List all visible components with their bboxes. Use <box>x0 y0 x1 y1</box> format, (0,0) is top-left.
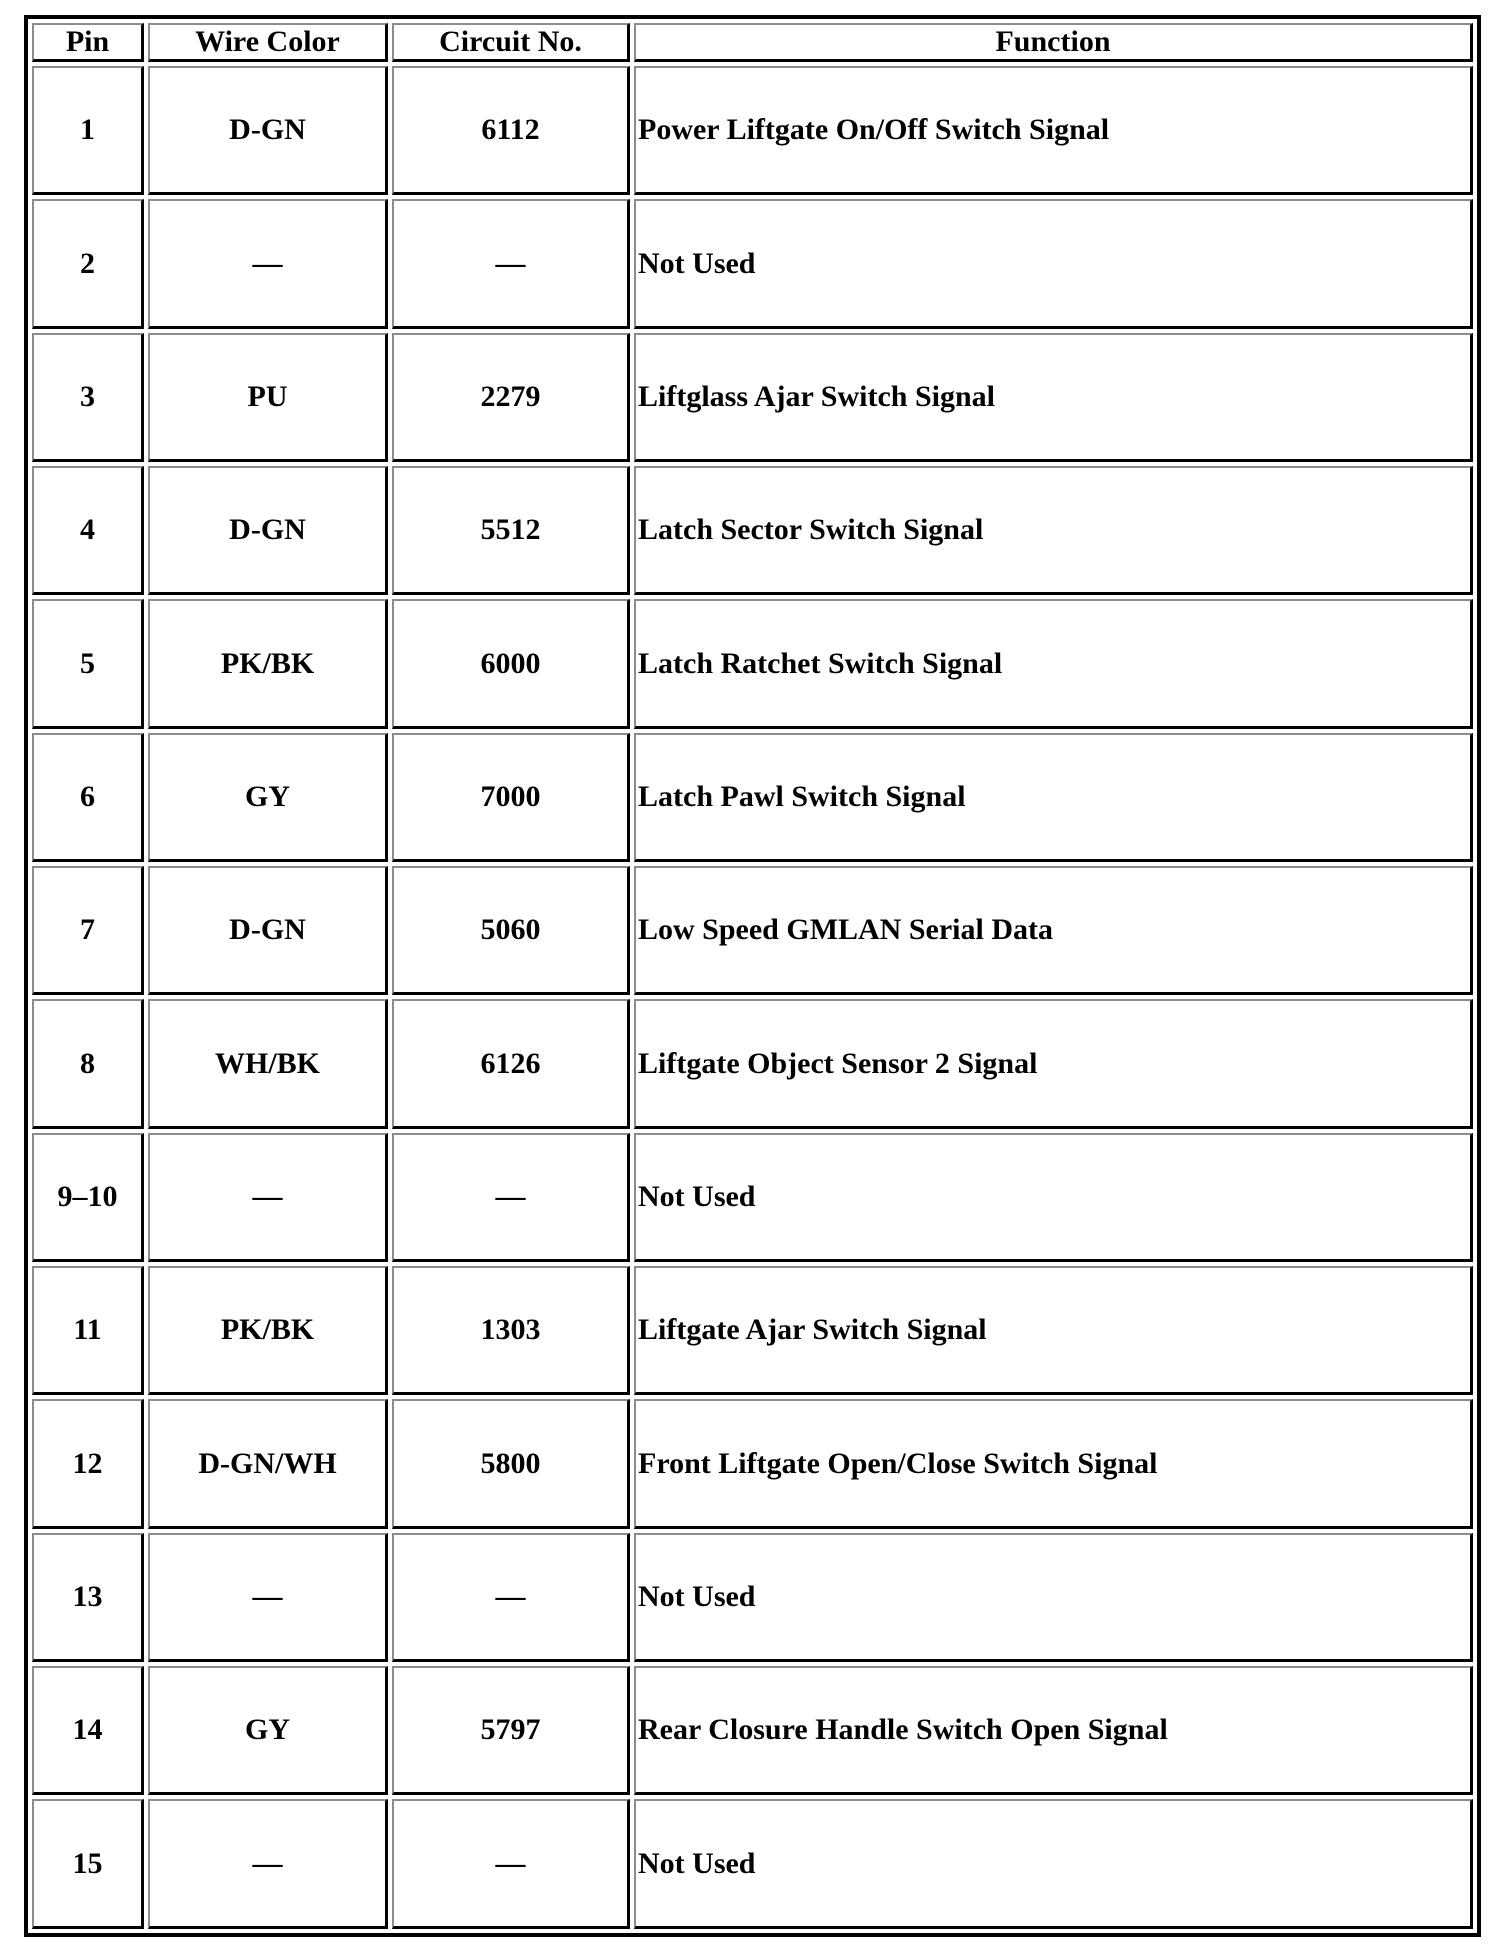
circuit-no-cell: 1303 <box>392 1266 630 1395</box>
circuit-no-cell: 2279 <box>392 333 630 462</box>
wire-color-cell: — <box>148 1133 388 1262</box>
wire-color-cell: GY <box>148 1666 388 1795</box>
pin-cell: 3 <box>32 333 144 462</box>
function-cell: Power Liftgate On/Off Switch Signal <box>634 66 1473 195</box>
table-row <box>32 1666 1473 1795</box>
table-row <box>32 1533 1473 1662</box>
wire-color-cell: — <box>148 1533 388 1662</box>
pin-cell: 12 <box>32 1399 144 1528</box>
header-row <box>32 23 1473 62</box>
header-circuit-no: Circuit No. <box>392 23 630 62</box>
wire-color-cell: WH/BK <box>148 999 388 1128</box>
table-row <box>32 1799 1473 1929</box>
function-cell: Liftglass Ajar Switch Signal <box>634 333 1473 462</box>
pin-cell: 13 <box>32 1533 144 1662</box>
table-row <box>32 466 1473 595</box>
function-cell: Low Speed GMLAN Serial Data <box>634 866 1473 995</box>
pin-cell: 1 <box>32 66 144 195</box>
circuit-no-cell: — <box>392 1133 630 1262</box>
table-row <box>32 333 1473 462</box>
pin-cell: 14 <box>32 1666 144 1795</box>
table-row <box>32 1266 1473 1395</box>
table-row <box>32 1133 1473 1262</box>
wire-color-cell: D-GN <box>148 466 388 595</box>
wire-color-cell: PK/BK <box>148 1266 388 1395</box>
table-row <box>32 999 1473 1128</box>
table-row <box>32 1399 1473 1528</box>
header-pin: Pin <box>32 23 144 62</box>
table-row <box>32 733 1473 862</box>
wire-color-cell: GY <box>148 733 388 862</box>
pin-cell: 5 <box>32 599 144 728</box>
function-cell: Latch Ratchet Switch Signal <box>634 599 1473 728</box>
circuit-no-cell: 6126 <box>392 999 630 1128</box>
circuit-no-cell: 5797 <box>392 1666 630 1795</box>
wire-color-cell: D-GN <box>148 866 388 995</box>
function-cell: Liftgate Ajar Switch Signal <box>634 1266 1473 1395</box>
function-cell: Not Used <box>634 1133 1473 1262</box>
function-cell: Liftgate Object Sensor 2 Signal <box>634 999 1473 1128</box>
function-cell: Not Used <box>634 199 1473 328</box>
function-cell: Rear Closure Handle Switch Open Signal <box>634 1666 1473 1795</box>
wire-color-cell: — <box>148 1799 388 1929</box>
pin-table <box>28 19 1477 1933</box>
circuit-no-cell: — <box>392 1533 630 1662</box>
circuit-no-cell: — <box>392 199 630 328</box>
pin-cell: 7 <box>32 866 144 995</box>
connector-pin-table <box>24 15 1481 1937</box>
circuit-no-cell: 7000 <box>392 733 630 862</box>
wire-color-cell: PU <box>148 333 388 462</box>
circuit-no-cell: 6112 <box>392 66 630 195</box>
function-cell: Latch Pawl Switch Signal <box>634 733 1473 862</box>
wire-color-cell: D-GN/WH <box>148 1399 388 1528</box>
wire-color-cell: PK/BK <box>148 599 388 728</box>
wire-color-cell: — <box>148 199 388 328</box>
function-cell: Latch Sector Switch Signal <box>634 466 1473 595</box>
circuit-no-cell: 5512 <box>392 466 630 595</box>
function-cell: Front Liftgate Open/Close Switch Signal <box>634 1399 1473 1528</box>
circuit-no-cell: 6000 <box>392 599 630 728</box>
function-cell: Not Used <box>634 1799 1473 1929</box>
table-row <box>32 599 1473 728</box>
circuit-no-cell: 5060 <box>392 866 630 995</box>
table-row <box>32 66 1473 195</box>
header-wire-color: Wire Color <box>148 23 388 62</box>
pin-cell: 15 <box>32 1799 144 1929</box>
pin-cell: 9–10 <box>32 1133 144 1262</box>
table-row <box>32 866 1473 995</box>
circuit-no-cell: — <box>392 1799 630 1929</box>
pin-cell: 2 <box>32 199 144 328</box>
pin-cell: 11 <box>32 1266 144 1395</box>
pin-cell: 6 <box>32 733 144 862</box>
circuit-no-cell: 5800 <box>392 1399 630 1528</box>
wire-color-cell: D-GN <box>148 66 388 195</box>
pin-cell: 4 <box>32 466 144 595</box>
header-function: Function <box>634 23 1473 62</box>
table-row <box>32 199 1473 328</box>
function-cell: Not Used <box>634 1533 1473 1662</box>
pin-cell: 8 <box>32 999 144 1128</box>
